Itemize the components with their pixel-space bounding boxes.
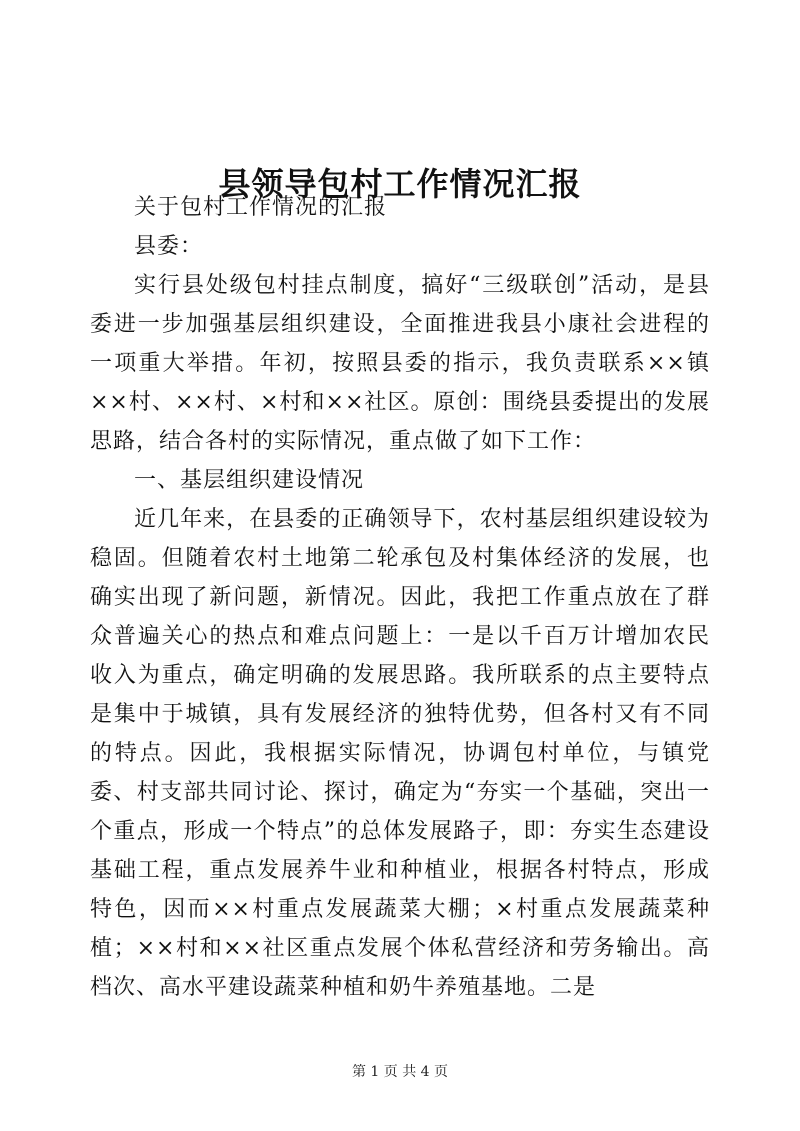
section-1-paragraph: 近几年来，在县委的正确领导下，农村基层组织建设较为稳固。但随着农村土地第二轮承包及村集体经济的发展，也确实出现了新问题，新情况。因此，我把工作重点放在了群众普遍关心的热点和难点问题上：一是以千百万计增加农民收入为重点，确定明确的发展思路。我所联系的点主要特点是集中于城镇，具有发展经济的独特优势，但各村又有不同的特点。因此，我根据实际情况，协调包村单位，与镇党委、村支部共同讨论、探讨，确定为“夯实一个基础，突出一个重点，形成一个特点”的总体发展路子，即：夯实生态建设基础工程，重点发展养牛业和种植业，根据各村特点，形成特色，因而××村重点发展蔬菜大棚；×村重点发展蔬菜种植；××村和××社区重点发展个体私营经济和劳务输出。高档次、高水平建设蔬菜种植和奶牛养殖基地。二是 [90, 507, 710, 1000]
page-title: 县领导包村工作情况汇报 [218, 165, 582, 204]
salutation: 县委： [134, 234, 204, 259]
intro-paragraph: 实行县处级包村挂点制度，搞好“三级联创”活动，是县委进一步加强基层组织建设，全面推进我县小康社会进程的一项重大举措。年初，按照县委的指示，我负责联系××镇××村、××村、×村和××社区。原创：围绕县委提出的发展思路，结合各村的实际情况，重点做了如下工作： [90, 273, 710, 454]
section-heading-1: 一、基层组织建设情况 [134, 468, 365, 493]
document-body [90, 188, 710, 1007]
page-footer: 第 1 页 共 4 页 [351, 1064, 449, 1080]
report-heading-line: 关于包村工作情况的汇报 [134, 195, 388, 220]
